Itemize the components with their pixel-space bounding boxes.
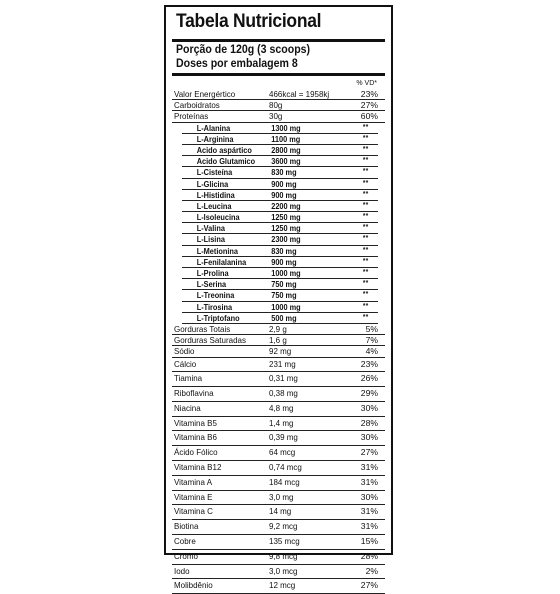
nutrient-quantity: 1250 mg: [271, 212, 301, 223]
table-row: [172, 358, 385, 373]
table-row: [172, 579, 385, 594]
nutrient-vd: 5%: [365, 323, 378, 334]
table-title: Tabela Nutricional: [176, 11, 322, 32]
nutrient-name: L-Serina: [196, 279, 227, 290]
table-row: [182, 156, 378, 167]
nutrient-name: L-Prolina: [196, 268, 229, 278]
nutrient-quantity: 3,0 mg: [269, 491, 294, 502]
nutrient-quantity: 30g: [269, 111, 283, 122]
nutrient-quantity: 2,9 g: [269, 323, 287, 334]
nutrient-quantity: 9,2 mcg: [269, 521, 298, 532]
nutrient-quantity: 1000 mg: [271, 268, 301, 278]
table-row: [182, 302, 378, 313]
nutrient-vd: 2%: [365, 565, 378, 576]
nutrient-vd: 29%: [360, 388, 378, 399]
table-row: [172, 565, 385, 580]
nutrient-vd: 30%: [360, 491, 378, 502]
nutrition-table: [164, 5, 393, 591]
table-row: [172, 550, 385, 565]
nutrient-name: Vitamina B12: [174, 462, 222, 473]
nutrient-quantity: 0,39 mg: [269, 432, 298, 443]
table-row: [182, 179, 378, 190]
nutrient-quantity: 2800 mg: [271, 144, 301, 155]
nutrient-name: Gorduras Saturadas: [174, 335, 246, 346]
nutrient-vd: 31%: [360, 476, 378, 487]
table-row: [172, 100, 385, 111]
nutrient-quantity: 3,0 mcg: [269, 565, 298, 576]
nutrient-name: L-Histidina: [196, 189, 235, 200]
table-row: [172, 461, 385, 476]
nutrient-vd: **: [362, 123, 369, 131]
nutrient-vd: 26%: [360, 373, 378, 384]
nutrient-vd: **: [362, 145, 369, 153]
nutrient-quantity: 900 mg: [271, 256, 297, 267]
table-row: [182, 212, 378, 223]
header-divider: [172, 73, 385, 76]
nutrient-quantity: 750 mg: [271, 290, 297, 301]
nutrient-name: Vitamina E: [174, 491, 213, 502]
nutrient-quantity: 64 mcg: [269, 447, 296, 458]
nutrient-name: Tiamina: [174, 373, 203, 384]
nutrient-vd: **: [362, 157, 369, 165]
nutrient-quantity: 0,31 mg: [269, 373, 298, 384]
nutrient-quantity: 900 mg: [271, 178, 297, 189]
table-row: [182, 167, 378, 178]
nutrient-quantity: 14 mg: [269, 506, 292, 517]
nutrient-vd: **: [362, 280, 369, 288]
table-row: [172, 335, 385, 346]
table-row: [172, 89, 385, 100]
nutrient-name: L-Treonina: [196, 290, 235, 301]
nutrient-name: Acido aspártico: [196, 144, 252, 155]
nutrient-vd: **: [362, 134, 369, 142]
nutrient-name: L-Glicina: [196, 178, 229, 189]
table-row: [182, 268, 378, 279]
nutrient-name: L-Lisina: [196, 234, 225, 245]
nutrient-vd: 23%: [360, 89, 378, 99]
nutrient-name: L-Alanina: [196, 122, 231, 133]
table-row: [172, 431, 385, 446]
nutrient-name: Cobre: [174, 536, 196, 547]
table-row: [172, 372, 385, 387]
nutrient-name: Riboflavina: [174, 388, 214, 399]
nutrient-name: L-Fenilalanina: [196, 256, 247, 267]
table-row: [182, 246, 378, 257]
nutrient-vd: **: [362, 246, 369, 254]
nutrient-vd: **: [362, 313, 369, 321]
table-row: [172, 346, 385, 357]
nutrient-quantity: 1250 mg: [271, 223, 301, 234]
nutrient-name: Vitamina C: [174, 506, 213, 517]
nutrient-vd: **: [362, 269, 369, 276]
nutrient-vd: 30%: [360, 402, 378, 413]
portion-text: Porção de 120g (3 scoops): [176, 44, 311, 56]
table-row: [182, 123, 378, 134]
nutrient-name: Vitamina A: [174, 476, 213, 487]
vd-column-header: % VD*: [356, 80, 377, 87]
nutrient-quantity: 0,74 mcg: [269, 462, 302, 473]
nutrient-quantity: 500 mg: [271, 312, 297, 323]
doses-text: Doses por embalagem 8: [176, 58, 298, 70]
table-row: [172, 476, 385, 491]
nutrient-quantity: 466kcal = 1958kj: [269, 89, 330, 99]
nutrient-name: L-Triptofano: [196, 312, 240, 323]
nutrient-quantity: 900 mg: [271, 189, 297, 200]
nutrient-name: Molibdênio: [174, 580, 213, 591]
nutrient-quantity: 135 mcg: [269, 536, 300, 547]
nutrient-vd: 60%: [360, 111, 378, 122]
nutrient-quantity: 1300 mg: [271, 122, 301, 133]
table-row: [172, 324, 385, 335]
table-row: [182, 279, 378, 290]
nutrient-vd: **: [362, 179, 369, 187]
nutrient-quantity: 830 mg: [271, 245, 297, 256]
table-row: [182, 223, 378, 234]
nutrient-name: Ácido Fólico: [174, 447, 218, 458]
table-row: [182, 134, 378, 145]
nutrient-name: Niacina: [174, 402, 201, 413]
nutrient-quantity: 9,8 mcg: [269, 550, 298, 561]
nutrient-quantity: 750 mg: [271, 279, 297, 290]
table-row: [172, 446, 385, 461]
nutrient-vd: **: [362, 213, 369, 221]
nutrient-name: Sódio: [174, 346, 195, 357]
nutrient-vd: **: [362, 201, 369, 209]
nutrient-vd: 15%: [360, 536, 378, 547]
nutrient-vd: 28%: [360, 417, 378, 428]
nutrient-vd: 7%: [365, 335, 378, 346]
nutrient-name: Carboidratos: [174, 100, 220, 111]
nutrient-vd: 4%: [365, 346, 378, 357]
nutrient-name: Valor Energértico: [174, 89, 236, 99]
nutrient-vd: 27%: [360, 447, 378, 458]
nutrient-name: L-Valina: [196, 223, 225, 234]
nutrient-vd: **: [362, 302, 369, 310]
nutrient-vd: **: [362, 235, 369, 243]
nutrient-quantity: 231 mg: [269, 358, 296, 369]
nutrient-vd: **: [362, 224, 369, 232]
nutrient-quantity: 12 mcg: [269, 580, 296, 591]
table-row: [172, 402, 385, 417]
nutrient-name: L-Tirosina: [196, 301, 233, 312]
nutrient-quantity: 92 mg: [269, 346, 292, 357]
nutrient-quantity: 2300 mg: [271, 234, 301, 245]
nutrient-quantity: 0,38 mg: [269, 388, 298, 399]
table-row: [172, 505, 385, 520]
nutrient-quantity: 2200 mg: [271, 200, 301, 211]
nutrient-quantity: 80g: [269, 100, 283, 111]
nutrient-vd: 31%: [360, 521, 378, 532]
nutrient-name: Acido Glutamico: [196, 156, 256, 167]
table-row: [182, 190, 378, 201]
nutrient-vd: 27%: [360, 100, 378, 111]
table-row: [172, 417, 385, 432]
nutrient-vd: 31%: [360, 506, 378, 517]
nutrient-vd: 30%: [360, 432, 378, 443]
table-row: [182, 313, 378, 324]
nutrient-name: L-Cisteína: [196, 167, 233, 178]
nutrient-quantity: 1100 mg: [271, 133, 301, 144]
nutrient-rows: [172, 89, 385, 591]
table-row: [182, 145, 378, 156]
nutrient-quantity: 184 mcg: [269, 476, 300, 487]
nutrient-quantity: 1,4 mg: [269, 417, 294, 428]
nutrient-name: Proteínas: [174, 111, 209, 122]
nutrient-vd: **: [362, 257, 369, 265]
nutrient-name: Gorduras Totais: [174, 323, 231, 334]
table-row: [172, 387, 385, 402]
table-row: [172, 111, 385, 122]
nutrient-name: Biotina: [174, 521, 199, 532]
nutrient-name: L-Arginina: [196, 133, 234, 144]
nutrient-name: Iodo: [174, 565, 190, 576]
nutrient-name: Cálcio: [174, 358, 197, 369]
nutrient-name: Vitamina B5: [174, 417, 217, 428]
nutrient-vd: **: [362, 291, 369, 299]
nutrient-name: L-Leucina: [196, 200, 232, 211]
title-divider: [172, 39, 385, 42]
nutrient-quantity: 830 mg: [271, 167, 297, 178]
table-row: [182, 290, 378, 301]
nutrient-name: L-Metionina: [196, 245, 238, 256]
nutrient-vd: 27%: [360, 580, 378, 591]
nutrient-name: L-Isoleucina: [196, 212, 240, 223]
nutrient-vd: 31%: [360, 462, 378, 473]
table-row: [172, 535, 385, 550]
nutrient-quantity: 1000 mg: [271, 301, 301, 312]
nutrient-name: Cromo: [174, 550, 198, 561]
table-row: [172, 491, 385, 506]
table-row: [182, 201, 378, 212]
table-row: [172, 520, 385, 535]
nutrient-quantity: 4,8 mg: [269, 402, 294, 413]
nutrient-quantity: 1,6 g: [269, 335, 287, 346]
nutrient-vd: 23%: [360, 358, 378, 369]
nutrient-vd: **: [362, 168, 369, 176]
nutrient-name: Vitamina B6: [174, 432, 217, 443]
nutrient-vd: **: [362, 190, 369, 198]
nutrient-quantity: 3600 mg: [271, 156, 301, 167]
table-row: [182, 257, 378, 268]
nutrient-vd: 28%: [360, 550, 378, 561]
table-row: [182, 234, 378, 245]
